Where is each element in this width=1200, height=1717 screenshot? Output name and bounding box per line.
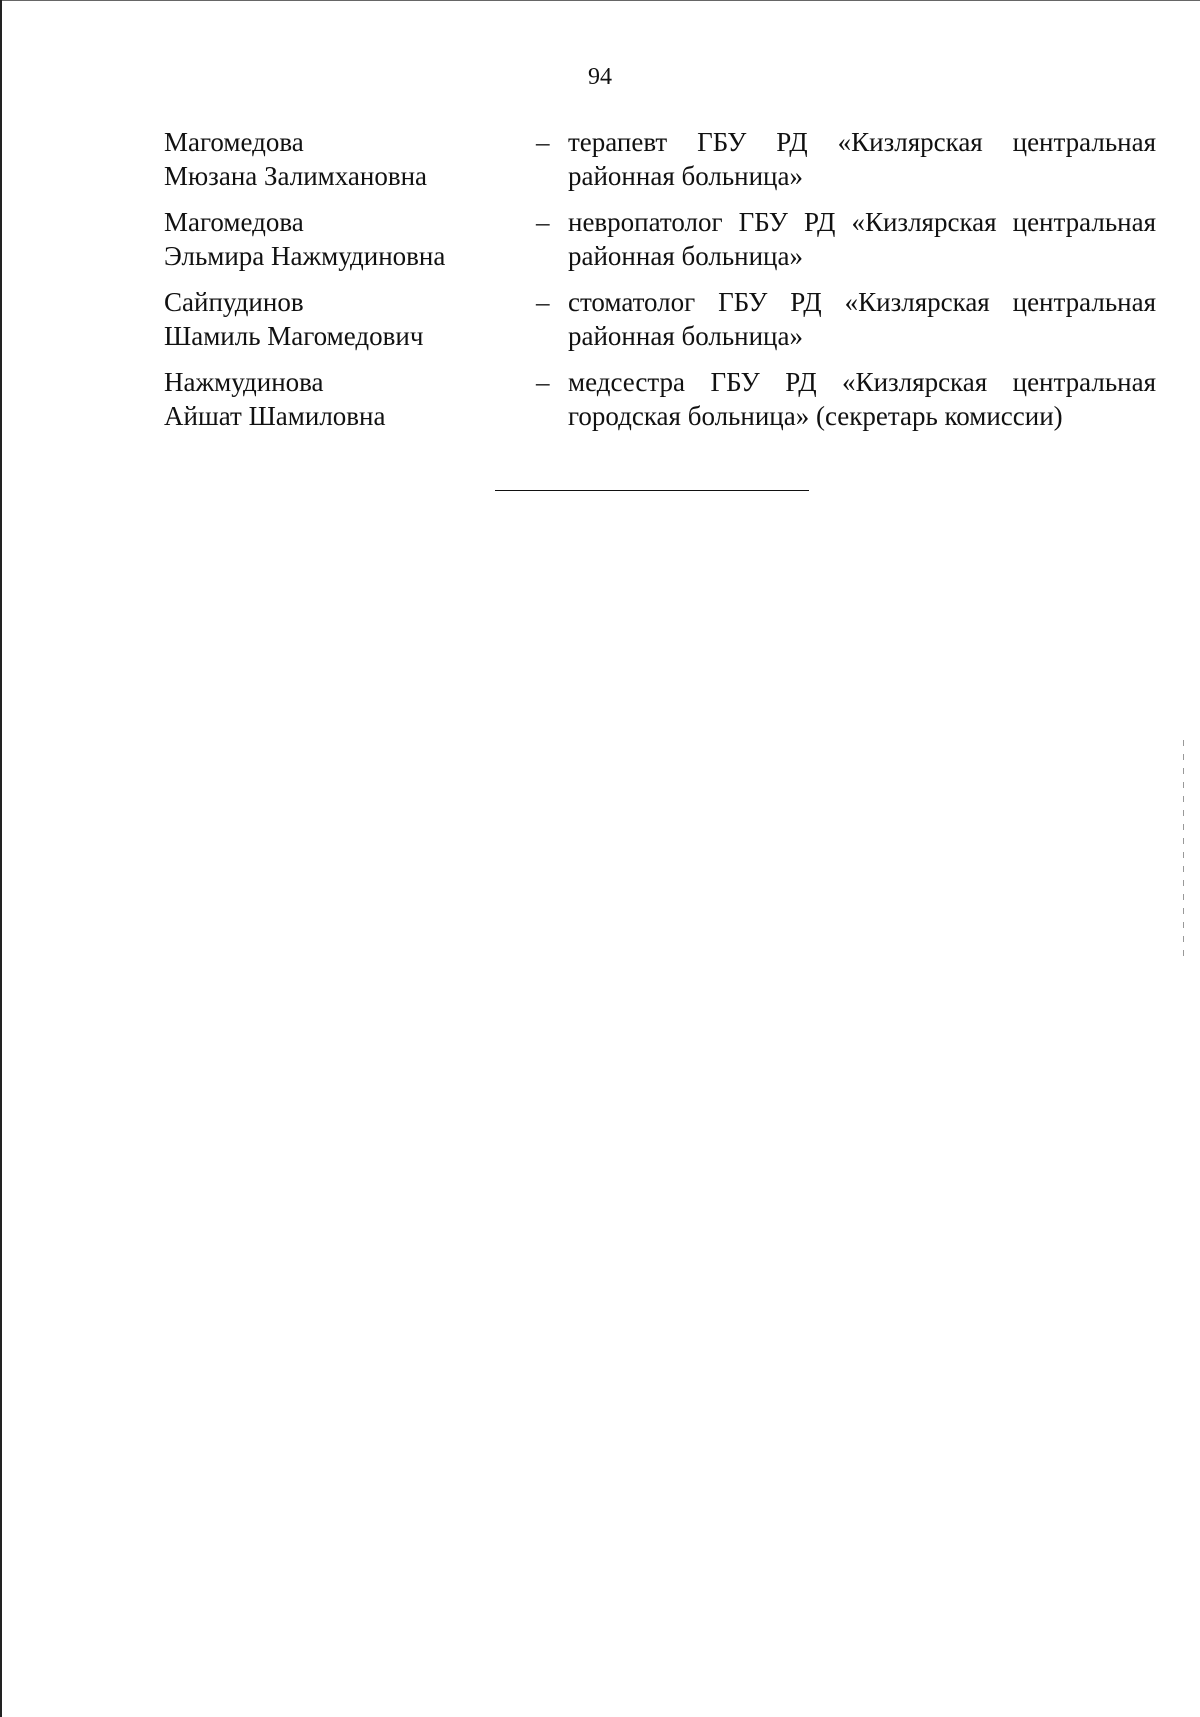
member-given-names: Шамиль Магомедович: [164, 321, 424, 351]
member-entry: [164, 205, 1156, 273]
member-role-line1: терапевт ГБУ РД «Кизлярская центральная: [568, 127, 1156, 157]
member-entry: [164, 125, 1156, 193]
member-given-names: Мюзана Залимхановна: [164, 161, 428, 191]
scan-edge-left: [0, 0, 2, 1717]
member-given-names: Айшат Шамиловна: [164, 401, 386, 431]
scan-edge-right: [1183, 740, 1184, 960]
member-role-line2: городская больница» (секретарь комиссии): [568, 401, 1063, 431]
member-name: [164, 365, 536, 433]
member-role-line2: районная больница»: [568, 161, 803, 191]
member-dash: –: [536, 207, 550, 237]
member-role-line1: медсестра ГБУ РД «Кизлярская центральная: [568, 367, 1156, 397]
member-role: [568, 365, 1156, 433]
member-role-line2: районная больница»: [568, 241, 803, 271]
end-separator-line: [495, 490, 809, 491]
member-entry: [164, 365, 1156, 433]
member-name: [164, 125, 536, 193]
member-entry: [164, 285, 1156, 353]
member-dash: –: [536, 287, 550, 317]
member-given-names: Эльмира Нажмудиновна: [164, 241, 446, 271]
member-surname: Сайпудинов: [164, 287, 304, 317]
member-role-line1: стоматолог ГБУ РД «Кизлярская центральная: [568, 287, 1156, 317]
commission-members-list: [164, 125, 1156, 445]
page-number: 94: [588, 64, 612, 90]
member-role: [568, 125, 1156, 193]
scan-edge-top: [0, 0, 1200, 1]
member-role: [568, 285, 1156, 353]
member-role-line2: районная больница»: [568, 321, 803, 351]
member-surname: Магомедова: [164, 127, 304, 157]
member-role-line1: невропатолог ГБУ РД «Кизлярская центральная: [568, 207, 1156, 237]
member-name: [164, 205, 536, 273]
member-dash: –: [536, 127, 550, 157]
member-name: [164, 285, 536, 353]
member-surname: Магомедова: [164, 207, 304, 237]
member-role: [568, 205, 1156, 273]
member-dash: –: [536, 367, 550, 397]
member-surname: Нажмудинова: [164, 367, 324, 397]
